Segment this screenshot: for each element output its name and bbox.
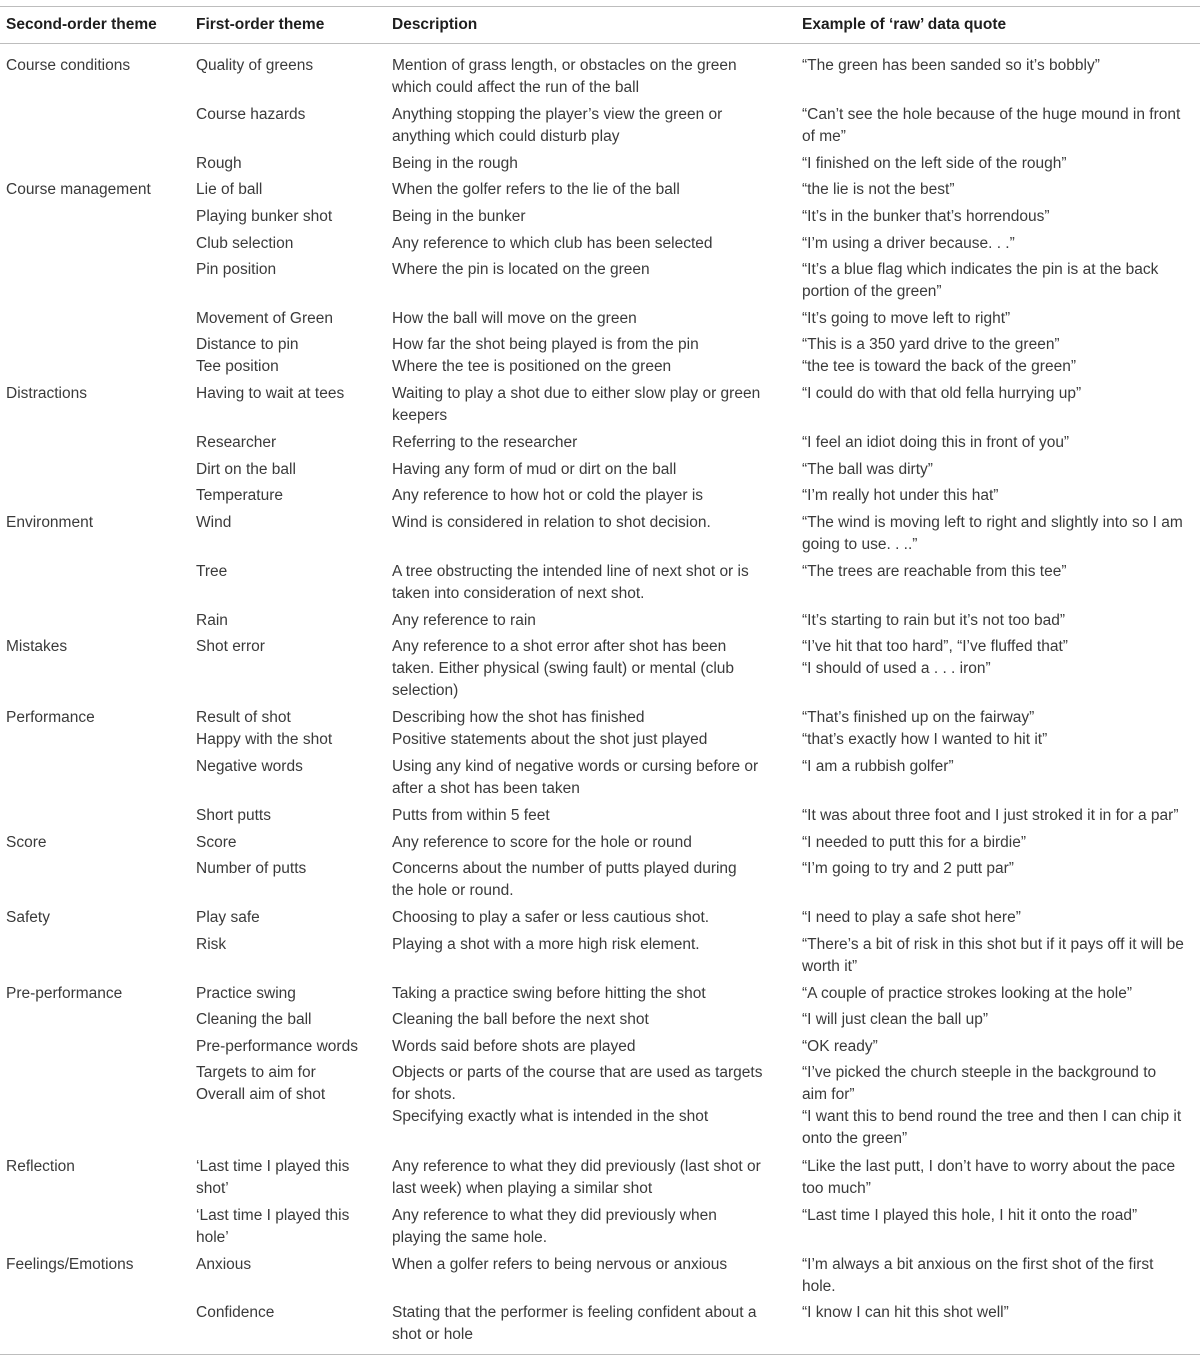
first-order-theme-cell-line: hole’ bbox=[196, 1229, 229, 1246]
first-order-theme-cell-line: Confidence bbox=[196, 1304, 275, 1321]
second-order-theme-cell-line: Safety bbox=[6, 909, 50, 926]
description-cell-line: Words said before shots are played bbox=[392, 1038, 636, 1055]
header-rule bbox=[0, 43, 1200, 44]
first-order-theme-cell bbox=[196, 561, 386, 583]
quote-cell-line: “I could do with that old fella hurrying up” bbox=[802, 385, 1082, 402]
first-order-theme-cell bbox=[196, 512, 386, 534]
description-cell-line: Where the tee is positioned on the green bbox=[392, 358, 672, 375]
description-cell-line: Taking a practice swing before hitting the shot bbox=[392, 985, 706, 1002]
description-cell bbox=[392, 610, 792, 632]
first-order-theme-cell bbox=[196, 1156, 386, 1200]
first-order-theme-cell-line: Researcher bbox=[196, 434, 277, 451]
description-cell-line: Any reference to what they did previously (last shot or bbox=[392, 1158, 761, 1175]
quote-cell-line: “I’m always a bit anxious on the first shot of the first bbox=[802, 1256, 1154, 1273]
quote-cell bbox=[802, 104, 1198, 148]
quote-cell-line: “I’m going to try and 2 putt par” bbox=[802, 860, 1014, 877]
quote-cell-line: “I will just clean the ball up” bbox=[802, 1011, 989, 1028]
first-order-theme-cell-line: Overall aim of shot bbox=[196, 1086, 326, 1103]
quote-cell-line: “I want this to bend round the tree and then I can chip it bbox=[802, 1108, 1182, 1125]
quote-cell-line: “I need to play a safe shot here” bbox=[802, 909, 1021, 926]
first-order-theme-cell-line: shot’ bbox=[196, 1180, 229, 1197]
quote-cell bbox=[802, 934, 1198, 978]
quote-cell bbox=[802, 1254, 1198, 1298]
description-cell-line: Any reference to rain bbox=[392, 612, 536, 629]
description-cell-line: Where the pin is located on the green bbox=[392, 261, 650, 278]
first-order-theme-cell-line: Number of putts bbox=[196, 860, 307, 877]
quote-cell bbox=[802, 707, 1198, 751]
description-cell bbox=[392, 55, 792, 99]
quote-cell-line: too much” bbox=[802, 1180, 871, 1197]
first-order-theme-cell-line: Result of shot bbox=[196, 709, 291, 726]
quote-cell bbox=[802, 153, 1198, 175]
description-cell-line: selection) bbox=[392, 682, 459, 699]
first-order-theme-cell bbox=[196, 206, 386, 228]
description-cell-line: for shots. bbox=[392, 1086, 456, 1103]
quote-cell-line: “I’ve picked the church steeple in the background to bbox=[802, 1064, 1157, 1081]
second-order-theme-cell-line: Environment bbox=[6, 514, 94, 531]
second-order-theme-cell bbox=[6, 707, 191, 729]
first-order-theme-cell-line: Club selection bbox=[196, 235, 294, 252]
description-cell-line: Any reference to which club has been selected bbox=[392, 235, 713, 252]
first-order-theme-cell-line: Pin position bbox=[196, 261, 277, 278]
quote-cell bbox=[802, 308, 1198, 330]
description-cell-line: last week) when playing a similar shot bbox=[392, 1180, 653, 1197]
first-order-theme-cell-line: Movement of Green bbox=[196, 310, 333, 327]
first-order-theme-cell-line: Anxious bbox=[196, 1256, 252, 1273]
description-cell-line: taken. Either physical (swing fault) or mental (club bbox=[392, 660, 735, 677]
quote-cell bbox=[802, 334, 1198, 378]
second-order-theme-cell bbox=[6, 55, 191, 77]
first-order-theme-cell bbox=[196, 805, 386, 827]
description-cell-line: Playing a shot with a more high risk element. bbox=[392, 936, 700, 953]
first-order-theme-cell bbox=[196, 636, 386, 658]
first-order-theme-cell bbox=[196, 1302, 386, 1324]
quote-cell-line: “It was about three foot and I just stroked it in for a par” bbox=[802, 807, 1179, 824]
quote-cell-line: “the tee is toward the back of the green” bbox=[802, 358, 1076, 375]
first-order-theme-cell bbox=[196, 934, 386, 956]
second-order-theme-cell-line: Feelings/Emotions bbox=[6, 1256, 134, 1273]
description-cell-line: Any reference to a shot error after shot has been bbox=[392, 638, 727, 655]
quote-cell bbox=[802, 432, 1198, 454]
first-order-theme-cell-line: Pre-performance words bbox=[196, 1038, 358, 1055]
first-order-theme-cell-line: Having to wait at tees bbox=[196, 385, 345, 402]
first-order-theme-cell bbox=[196, 756, 386, 778]
description-cell-line: Choosing to play a safer or less cautious shot. bbox=[392, 909, 710, 926]
description-cell-line: A tree obstructing the intended line of next shot or is bbox=[392, 563, 749, 580]
description-cell bbox=[392, 383, 792, 427]
quote-cell-line: “The trees are reachable from this tee” bbox=[802, 563, 1067, 580]
description-cell bbox=[392, 259, 792, 281]
quote-cell bbox=[802, 1302, 1198, 1324]
first-order-theme-cell bbox=[196, 907, 386, 929]
quote-cell-line: “It’s in the bunker that’s horrendous” bbox=[802, 208, 1050, 225]
description-cell bbox=[392, 832, 792, 854]
description-cell bbox=[392, 179, 792, 201]
quote-cell bbox=[802, 459, 1198, 481]
quote-cell-line: “that’s exactly how I wanted to hit it” bbox=[802, 731, 1048, 748]
quote-cell-line: worth it” bbox=[802, 958, 858, 975]
description-cell bbox=[392, 459, 792, 481]
table-header bbox=[0, 14, 1200, 38]
first-order-theme-cell-line: Playing bunker shot bbox=[196, 208, 333, 225]
quote-cell-line: aim for” bbox=[802, 1086, 855, 1103]
first-order-theme-cell bbox=[196, 610, 386, 632]
quote-cell bbox=[802, 832, 1198, 854]
description-cell-line: playing the same hole. bbox=[392, 1229, 548, 1246]
quote-cell bbox=[802, 1156, 1198, 1200]
first-order-theme-cell-line: Tee position bbox=[196, 358, 279, 375]
first-order-theme-cell bbox=[196, 179, 386, 201]
description-cell-line: the hole or round. bbox=[392, 882, 514, 899]
first-order-theme-cell bbox=[196, 104, 386, 126]
description-cell-line: Stating that the performer is feeling confident about a bbox=[392, 1304, 757, 1321]
first-order-theme-cell-line: Negative words bbox=[196, 758, 303, 775]
first-order-theme-cell-line: Happy with the shot bbox=[196, 731, 333, 748]
second-order-theme-cell-line: Course management bbox=[6, 181, 151, 198]
description-cell-line: anything which could disturb play bbox=[392, 128, 620, 145]
first-order-theme-cell bbox=[196, 858, 386, 880]
first-order-theme-cell bbox=[196, 1254, 386, 1276]
quote-cell-line: “I’m really hot under this hat” bbox=[802, 487, 999, 504]
first-order-theme-cell-line: Shot error bbox=[196, 638, 265, 655]
description-cell bbox=[392, 233, 792, 255]
description-cell-line: How far the shot being played is from the pin bbox=[392, 336, 699, 353]
quote-cell bbox=[802, 383, 1198, 405]
description-cell bbox=[392, 707, 792, 751]
description-cell-line: Wind is considered in relation to shot decision. bbox=[392, 514, 711, 531]
description-cell bbox=[392, 1254, 792, 1276]
quote-cell-line: “That’s finished up on the fairway” bbox=[802, 709, 1035, 726]
first-order-theme-cell bbox=[196, 485, 386, 507]
description-cell-line: Being in the rough bbox=[392, 155, 518, 172]
description-cell bbox=[392, 1036, 792, 1058]
description-cell-line: Mention of grass length, or obstacles on the green bbox=[392, 57, 737, 74]
quote-cell-line: “It’s going to move left to right” bbox=[802, 310, 1011, 327]
first-order-theme-cell bbox=[196, 1205, 386, 1249]
first-order-theme-cell-line: Lie of ball bbox=[196, 181, 263, 198]
quote-cell-line: onto the green” bbox=[802, 1130, 908, 1147]
description-cell-line: Concerns about the number of putts played during bbox=[392, 860, 737, 877]
header-first-order-theme: First-order theme bbox=[196, 16, 325, 33]
quote-cell bbox=[802, 233, 1198, 255]
description-cell-line: Cleaning the ball before the next shot bbox=[392, 1011, 649, 1028]
quote-cell-line: hole. bbox=[802, 1278, 836, 1295]
second-order-theme-cell bbox=[6, 383, 191, 405]
first-order-theme-cell-line: Wind bbox=[196, 514, 232, 531]
description-cell-line: after a shot has been taken bbox=[392, 780, 580, 797]
quote-cell-line: going to use. . ..” bbox=[802, 536, 918, 553]
quote-cell-line: “The green has been sanded so it’s bobbly” bbox=[802, 57, 1100, 74]
second-order-theme-cell bbox=[6, 512, 191, 534]
description-cell-line: keepers bbox=[392, 407, 448, 424]
quote-cell-line: “I should of used a . . . iron” bbox=[802, 660, 991, 677]
first-order-theme-cell-line: Play safe bbox=[196, 909, 260, 926]
quote-cell-line: “There’s a bit of risk in this shot but if it pays off it will be bbox=[802, 936, 1184, 953]
quote-cell bbox=[802, 259, 1198, 303]
quote-cell bbox=[802, 561, 1198, 583]
first-order-theme-cell bbox=[196, 259, 386, 281]
description-cell bbox=[392, 934, 792, 956]
description-cell-line: Having any form of mud or dirt on the ball bbox=[392, 461, 677, 478]
description-cell bbox=[392, 756, 792, 800]
first-order-theme-cell-line: Score bbox=[196, 834, 237, 851]
first-order-theme-cell-line: Short putts bbox=[196, 807, 271, 824]
quote-cell bbox=[802, 1009, 1198, 1031]
description-cell-line: Any reference to what they did previously when bbox=[392, 1207, 717, 1224]
first-order-theme-cell bbox=[196, 1036, 386, 1058]
quote-cell bbox=[802, 1205, 1198, 1227]
first-order-theme-cell bbox=[196, 459, 386, 481]
first-order-theme-cell bbox=[196, 153, 386, 175]
second-order-theme-cell-line: Course conditions bbox=[6, 57, 131, 74]
quote-cell bbox=[802, 858, 1198, 880]
bottom-rule bbox=[0, 1354, 1200, 1355]
first-order-theme-cell-line: Tree bbox=[196, 563, 228, 580]
description-cell bbox=[392, 1156, 792, 1200]
quote-cell bbox=[802, 485, 1198, 507]
first-order-theme-cell bbox=[196, 55, 386, 77]
description-cell-line: Any reference to how hot or cold the player is bbox=[392, 487, 704, 504]
second-order-theme-cell bbox=[6, 983, 191, 1005]
second-order-theme-cell-line: Score bbox=[6, 834, 47, 851]
description-cell-line: Positive statements about the shot just played bbox=[392, 731, 708, 748]
first-order-theme-cell bbox=[196, 432, 386, 454]
description-cell bbox=[392, 1009, 792, 1031]
description-cell-line: taken into consideration of next shot. bbox=[392, 585, 645, 602]
quote-cell-line: “It’s a blue flag which indicates the pin is at the back bbox=[802, 261, 1159, 278]
first-order-theme-cell bbox=[196, 832, 386, 854]
quote-cell-line: “I finished on the left side of the rough” bbox=[802, 155, 1067, 172]
quote-cell-line: “I needed to putt this for a birdie” bbox=[802, 834, 1027, 851]
first-order-theme-cell bbox=[196, 1062, 386, 1106]
quote-cell bbox=[802, 983, 1198, 1005]
description-cell-line: Waiting to play a shot due to either slow play or green bbox=[392, 385, 761, 402]
first-order-theme-cell-line: Targets to aim for bbox=[196, 1064, 316, 1081]
second-order-theme-cell bbox=[6, 1254, 191, 1276]
quote-cell bbox=[802, 512, 1198, 556]
first-order-theme-cell-line: Quality of greens bbox=[196, 57, 314, 74]
first-order-theme-cell-line: Rain bbox=[196, 612, 228, 629]
description-cell bbox=[392, 1062, 792, 1128]
description-cell-line: Describing how the shot has finished bbox=[392, 709, 645, 726]
quote-cell-line: “Last time I played this hole, I hit it onto the road” bbox=[802, 1207, 1138, 1224]
quote-cell-line: “It’s starting to rain but it’s not too bad” bbox=[802, 612, 1066, 629]
first-order-theme-cell-line: Distance to pin bbox=[196, 336, 299, 353]
quote-cell-line: “I feel an idiot doing this in front of you” bbox=[802, 434, 1070, 451]
quote-cell bbox=[802, 756, 1198, 778]
quote-cell-line: “I am a rubbish golfer” bbox=[802, 758, 954, 775]
description-cell-line: Using any kind of negative words or cursing before or bbox=[392, 758, 759, 775]
description-cell bbox=[392, 485, 792, 507]
header-second-order-theme: Second-order theme bbox=[6, 16, 157, 33]
description-cell bbox=[392, 561, 792, 605]
first-order-theme-cell bbox=[196, 383, 386, 405]
first-order-theme-cell-line: Course hazards bbox=[196, 106, 306, 123]
first-order-theme-cell-line: Temperature bbox=[196, 487, 284, 504]
second-order-theme-cell-line: Reflection bbox=[6, 1158, 75, 1175]
description-cell-line: How the ball will move on the green bbox=[392, 310, 637, 327]
first-order-theme-cell-line: Risk bbox=[196, 936, 227, 953]
second-order-theme-cell bbox=[6, 636, 191, 658]
quote-cell-line: “A couple of practice strokes looking at the hole” bbox=[802, 985, 1132, 1002]
top-rule bbox=[0, 6, 1200, 7]
quote-cell-line: “The wind is moving left to right and slightly into so I am bbox=[802, 514, 1183, 531]
description-cell-line: which could affect the run of the ball bbox=[392, 79, 640, 96]
quote-cell-line: “Like the last putt, I don’t have to worry about the pace bbox=[802, 1158, 1176, 1175]
description-cell-line: Objects or parts of the course that are used as targets bbox=[392, 1064, 763, 1081]
description-cell bbox=[392, 858, 792, 902]
description-cell bbox=[392, 432, 792, 454]
description-cell bbox=[392, 104, 792, 148]
first-order-theme-cell bbox=[196, 983, 386, 1005]
first-order-theme-cell bbox=[196, 707, 386, 751]
description-cell-line: Being in the bunker bbox=[392, 208, 526, 225]
description-cell bbox=[392, 805, 792, 827]
description-cell-line: shot or hole bbox=[392, 1326, 473, 1343]
description-cell bbox=[392, 308, 792, 330]
description-cell bbox=[392, 983, 792, 1005]
description-cell-line: Anything stopping the player’s view the green or bbox=[392, 106, 723, 123]
description-cell-line: Referring to the researcher bbox=[392, 434, 578, 451]
second-order-theme-cell bbox=[6, 179, 191, 201]
description-cell bbox=[392, 512, 792, 534]
first-order-theme-cell-line: Dirt on the ball bbox=[196, 461, 296, 478]
quote-cell bbox=[802, 907, 1198, 929]
quote-cell-line: “OK ready” bbox=[802, 1038, 878, 1055]
description-cell bbox=[392, 636, 792, 702]
description-cell-line: When a golfer refers to being nervous or anxious bbox=[392, 1256, 728, 1273]
description-cell bbox=[392, 1205, 792, 1249]
first-order-theme-cell-line: ‘Last time I played this bbox=[196, 1207, 350, 1224]
header-example-quote: Example of ‘raw’ data quote bbox=[802, 16, 1007, 33]
quote-cell bbox=[802, 179, 1198, 201]
second-order-theme-cell bbox=[6, 907, 191, 929]
second-order-theme-cell-line: Pre-performance bbox=[6, 985, 123, 1002]
description-cell-line: Putts from within 5 feet bbox=[392, 807, 550, 824]
description-cell-line: Specifying exactly what is intended in the shot bbox=[392, 1108, 709, 1125]
quote-cell bbox=[802, 636, 1198, 680]
quote-cell-line: of me” bbox=[802, 128, 846, 145]
first-order-theme-cell bbox=[196, 334, 386, 378]
description-cell bbox=[392, 907, 792, 929]
first-order-theme-cell-line: Practice swing bbox=[196, 985, 296, 1002]
quote-cell-line: “the lie is not the best” bbox=[802, 181, 955, 198]
first-order-theme-cell-line: Rough bbox=[196, 155, 242, 172]
description-cell-line: Any reference to score for the hole or round bbox=[392, 834, 692, 851]
quote-cell bbox=[802, 610, 1198, 632]
quote-cell-line: “I’ve hit that too hard”, “I’ve fluffed that” bbox=[802, 638, 1068, 655]
first-order-theme-cell-line: Cleaning the ball bbox=[196, 1011, 312, 1028]
second-order-theme-cell bbox=[6, 1156, 191, 1178]
first-order-theme-cell bbox=[196, 1009, 386, 1031]
quote-cell bbox=[802, 1062, 1198, 1150]
second-order-theme-cell-line: Performance bbox=[6, 709, 95, 726]
description-cell bbox=[392, 153, 792, 175]
second-order-theme-cell-line: Distractions bbox=[6, 385, 87, 402]
first-order-theme-cell-line: ‘Last time I played this bbox=[196, 1158, 350, 1175]
description-cell-line: When the golfer refers to the lie of the ball bbox=[392, 181, 680, 198]
quote-cell-line: “I know I can hit this shot well” bbox=[802, 1304, 1009, 1321]
quote-cell bbox=[802, 206, 1198, 228]
first-order-theme-cell bbox=[196, 308, 386, 330]
quote-cell bbox=[802, 55, 1198, 77]
quote-cell-line: “This is a 350 yard drive to the green” bbox=[802, 336, 1060, 353]
quote-cell bbox=[802, 805, 1198, 827]
first-order-theme-cell bbox=[196, 233, 386, 255]
quote-cell bbox=[802, 1036, 1198, 1058]
second-order-theme-cell-line: Mistakes bbox=[6, 638, 68, 655]
second-order-theme-cell bbox=[6, 832, 191, 854]
description-cell bbox=[392, 334, 792, 378]
header-description: Description bbox=[392, 16, 478, 33]
quote-cell-line: “Can’t see the hole because of the huge mound in front bbox=[802, 106, 1181, 123]
quote-cell-line: “I’m using a driver because. . .” bbox=[802, 235, 1015, 252]
quote-cell-line: “The ball was dirty” bbox=[802, 461, 933, 478]
description-cell bbox=[392, 1302, 792, 1346]
quote-cell-line: portion of the green” bbox=[802, 283, 942, 300]
description-cell bbox=[392, 206, 792, 228]
